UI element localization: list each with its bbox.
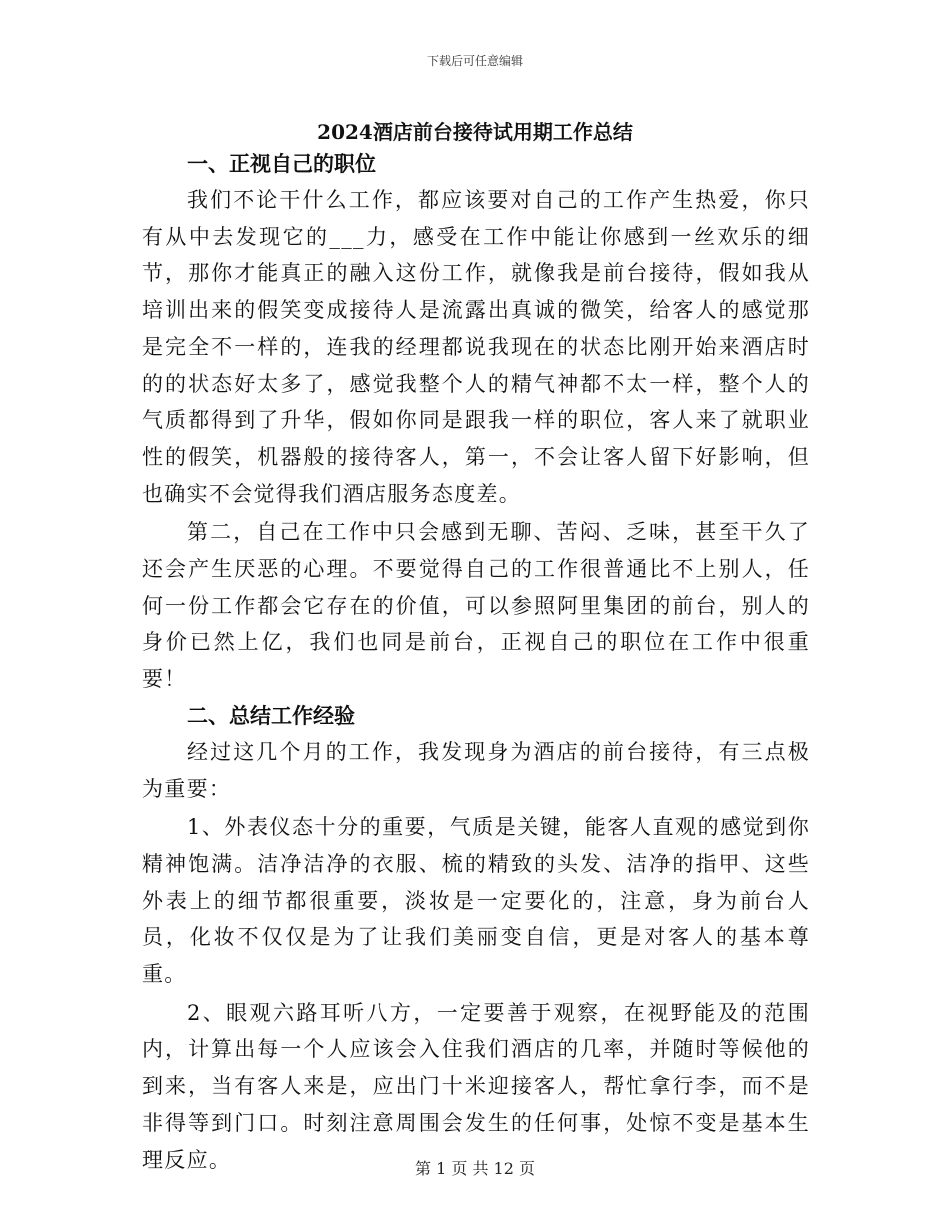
section-heading: 一、正视自己的职位 (187, 151, 376, 176)
section-1 (142, 146, 810, 698)
paragraph: 第二，自己在工作中只会感到无聊、苦闷、乏味，甚至干久了还会产生厌恶的心理。不要觉得自己的工作很普通比不上别人，任何一份工作都会它存在的价值，可以参照阿里集团的前台，别人的身价已然上亿，我们也同是前台，正视自己的职位在工作中很重要！ (142, 520, 810, 692)
page-footer: 第 1 页 共 12 页 (415, 1159, 535, 1178)
document-title: 2024酒店前台接待试用期工作总结 (317, 120, 633, 144)
paragraph: 2、眼观六路耳听八方，一定要善于观察，在视野能及的范围内，计算出每一个人应该会入住我们酒店的几率，并随时等候他的到来，当有客人来是，应出门十米迎接客人，帮忙拿行李，而不是非得等到门口。时刻注意周围会发生的任何事，处惊不变是基本生理反应。 (142, 1000, 810, 1172)
document-body (142, 146, 810, 1178)
paragraph: 我们不论干什么工作，都应该要对自己的工作产生热爱，你只有从中去发现它的___力，感受在工作中能让你感到一丝欢乐的细节，那你才能真正的融入这份工作，就像我是前台接待，假如我从培训出来的假笑变成接待人是流露出真诚的微笑，给客人的感觉那是完全不一样的，连我的经理都说我现在的状态比刚开始来酒店时的的状态好太多了，感觉我整个人的精气神都不太一样，整个人的气质都得到了升华，假如你同是跟我一样的职位，客人来了就职业性的假笑，机器般的接待客人，第一，不会让客人留下好影响，但也确实不会觉得我们酒店服务态度差。 (142, 188, 810, 506)
paragraph: 经过这几个月的工作，我发现身为酒店的前台接待，有三点极为重要： (142, 739, 810, 801)
paragraph: 1、外表仪态十分的重要，气质是关键，能客人直观的感觉到你精神饱满。洁净洁净的衣服、梳的精致的头发、洁净的指甲、这些外表上的细节都很重要，淡妆是一定要化的，注意，身为前台人员，化妆不仅仅是为了让我们美丽变自信，更是对客人的基本尊重。 (142, 815, 810, 987)
section-2 (142, 698, 810, 1178)
header-note: 下载后可任意编辑 (426, 54, 523, 68)
section-heading: 二、总结工作经验 (187, 702, 355, 728)
